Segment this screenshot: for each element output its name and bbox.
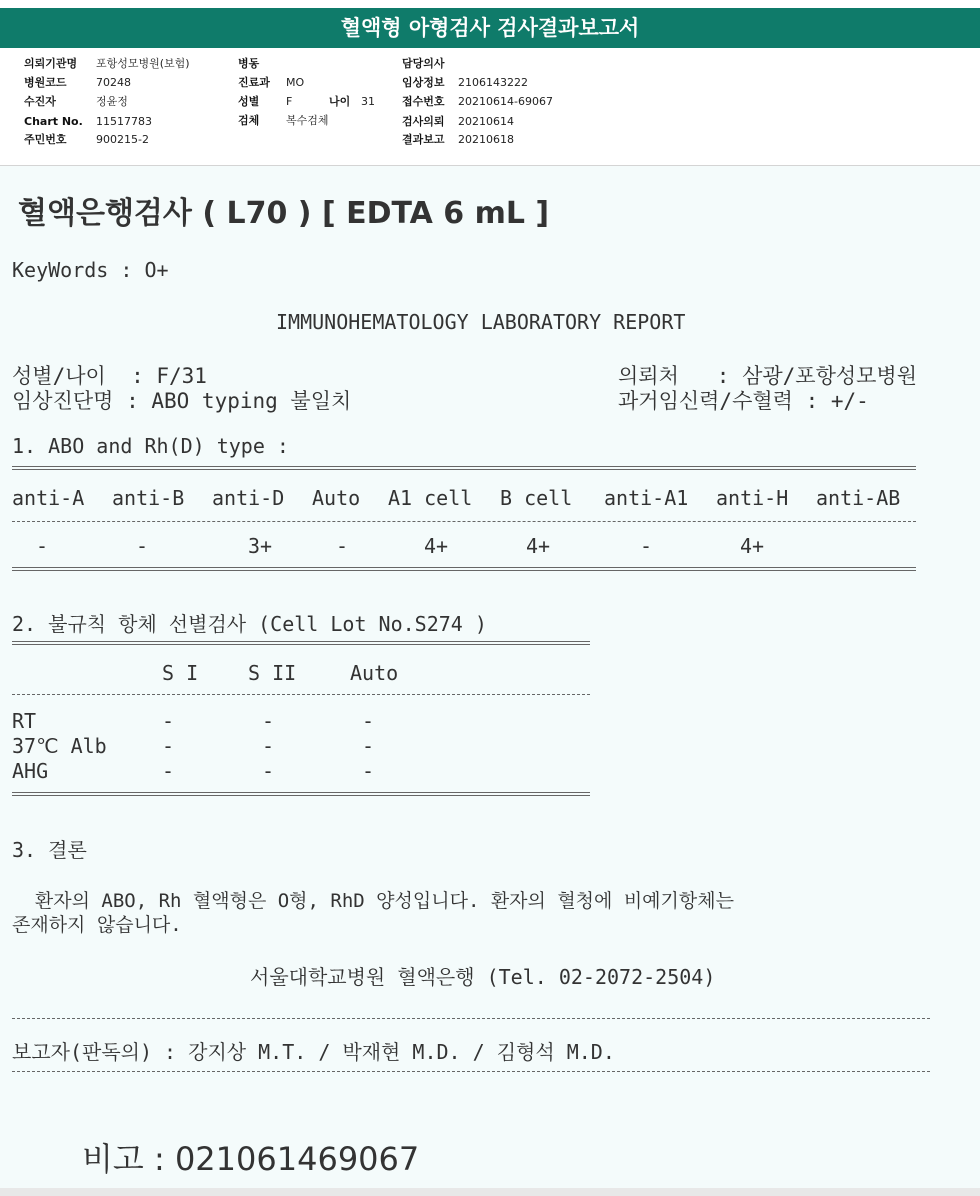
abo-header: anti-A bbox=[12, 486, 85, 510]
screen-value: - bbox=[262, 734, 275, 758]
abo-header: anti-D bbox=[212, 486, 285, 510]
info-age: 나이 31 bbox=[329, 95, 375, 108]
info-requesting-institution: 의뢰기관명 포항성모병원(보험) bbox=[24, 57, 190, 70]
abo-header: Auto bbox=[312, 486, 361, 510]
single-rule bbox=[12, 694, 590, 695]
screen-value: - bbox=[362, 709, 375, 733]
report-subtitle: IMMUNOHEMATOLOGY LABORATORY REPORT bbox=[276, 310, 686, 334]
screen-value: - bbox=[262, 709, 275, 733]
remark: 비고 : 021061469067 bbox=[82, 1140, 420, 1178]
patient-info-panel bbox=[0, 48, 980, 166]
abo-header: anti-B bbox=[112, 486, 185, 510]
single-rule bbox=[12, 1018, 930, 1019]
screen-header: Auto bbox=[350, 661, 399, 685]
report-title-bar bbox=[0, 8, 980, 48]
screen-value: - bbox=[362, 759, 375, 783]
screen-value: - bbox=[162, 734, 175, 758]
abo-value: 4+ bbox=[740, 534, 765, 558]
double-rule bbox=[12, 641, 590, 645]
info-resident-number: 주민번호 900215-2 bbox=[24, 133, 149, 146]
sex-age: 성별/나이 : F/31 bbox=[12, 364, 207, 388]
screen-value: - bbox=[362, 734, 375, 758]
bottom-strip bbox=[0, 1188, 980, 1196]
info-report-date: 결과보고 20210618 bbox=[402, 133, 514, 146]
info-specimen: 검체 복수검체 bbox=[238, 114, 329, 127]
double-rule bbox=[12, 466, 916, 470]
screen-header: S II bbox=[248, 661, 297, 685]
section1-title: 1. ABO and Rh(D) type : bbox=[12, 434, 289, 458]
info-chart-no: Chart No. 11517783 bbox=[24, 115, 152, 128]
conclusion-line1: 환자의 ABO, Rh 혈액형은 O형, RhD 양성입니다. 환자의 혈청에 비예기항체는 bbox=[12, 890, 734, 912]
abo-header: anti-A1 bbox=[604, 486, 689, 510]
screen-phase: AHG bbox=[12, 759, 49, 783]
single-rule bbox=[12, 1071, 930, 1072]
abo-value: - bbox=[36, 534, 49, 558]
report-title: 혈액형 아형검사 검사결과보고서 bbox=[340, 16, 640, 40]
screen-phase: 37℃ Alb bbox=[12, 734, 107, 758]
abo-header: anti-AB bbox=[816, 486, 901, 510]
screen-header: S I bbox=[162, 661, 199, 685]
abo-header: A1 cell bbox=[388, 486, 473, 510]
abo-value: 3+ bbox=[248, 534, 273, 558]
conclusion-line2: 존재하지 않습니다. bbox=[12, 914, 182, 936]
double-rule bbox=[12, 567, 916, 571]
abo-value: 4+ bbox=[526, 534, 551, 558]
section3-title: 3. 결론 bbox=[12, 838, 87, 862]
info-accession-number: 접수번호 20210614-69067 bbox=[402, 95, 553, 108]
info-patient-name: 수진자 정윤정 bbox=[24, 95, 128, 108]
reporters-line: 보고자(판독의) : 강지상 M.T. / 박재현 M.D. / 김형석 M.D. bbox=[12, 1040, 615, 1064]
abo-value: - bbox=[136, 534, 149, 558]
institution-line: 서울대학교병원 혈액은행 (Tel. 02-2072-2504) bbox=[250, 965, 716, 989]
section2-title: 2. 불규칙 항체 선별검사 (Cell Lot No.S274 ) bbox=[12, 612, 487, 636]
screen-value: - bbox=[162, 709, 175, 733]
single-rule bbox=[12, 521, 916, 522]
test-heading: 혈액은행검사 ( L70 ) [ EDTA 6 mL ] bbox=[18, 196, 550, 231]
info-department: 진료과 MO bbox=[238, 76, 305, 89]
abo-header: B cell bbox=[500, 486, 573, 510]
abo-value: - bbox=[640, 534, 653, 558]
info-clinical-info: 임상정보 2106143222 bbox=[402, 76, 528, 89]
info-physician: 담당의사 bbox=[402, 57, 445, 70]
requesting-institution: 의뢰처 : 삼광/포항성모병원 bbox=[618, 364, 918, 388]
info-hospital-code: 병원코드 70248 bbox=[24, 76, 131, 89]
info-request-date: 검사의뢰 20210614 bbox=[402, 115, 514, 128]
clinical-diagnosis: 임상진단명 : ABO typing 불일치 bbox=[12, 389, 352, 413]
report-body bbox=[0, 166, 980, 1188]
screen-value: - bbox=[262, 759, 275, 783]
abo-value: 4+ bbox=[424, 534, 449, 558]
double-rule bbox=[12, 792, 590, 796]
info-sex: 성별 F bbox=[238, 95, 293, 108]
info-ward: 병동 bbox=[238, 57, 260, 70]
transfusion-history: 과거임신력/수혈력 : +/- bbox=[618, 389, 869, 413]
keywords: KeyWords : O+ bbox=[12, 258, 169, 282]
screen-value: - bbox=[162, 759, 175, 783]
abo-header: anti-H bbox=[716, 486, 789, 510]
abo-value: - bbox=[336, 534, 349, 558]
screen-phase: RT bbox=[12, 709, 37, 733]
